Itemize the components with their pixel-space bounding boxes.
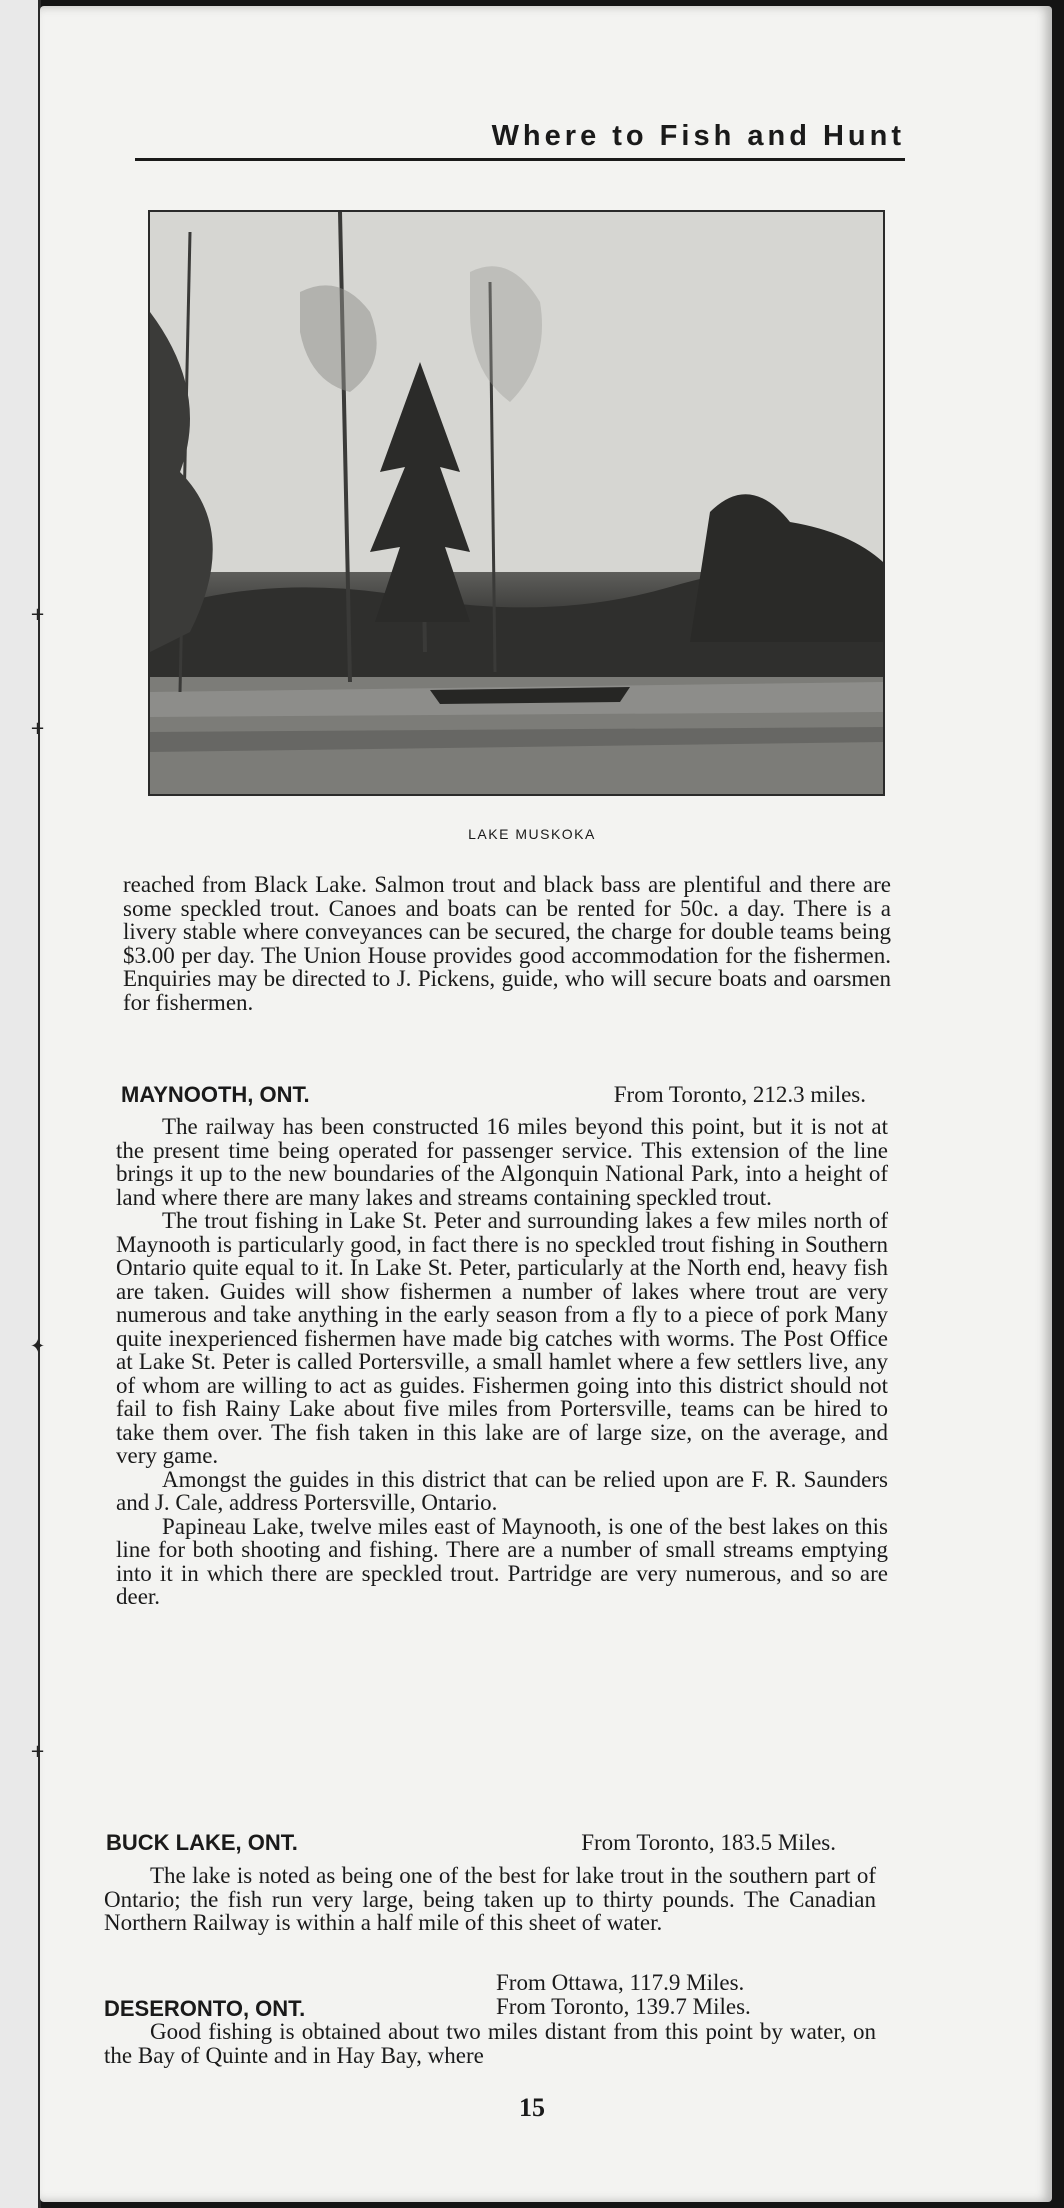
paragraph: Good fishing is obtained about two miles distant from this point by water, on the Bay of Quinte and in Hay Bay, where	[104, 2019, 876, 2068]
page-number: 15	[519, 2093, 545, 2122]
paragraph: Amongst the guides in this district that can be relied upon are F. R. Saunders and J. Cale, address Portersville, Ontario.	[116, 1466, 888, 1515]
header-rule	[135, 158, 905, 161]
section-distance: From Ottawa, 117.9 Miles.	[496, 1970, 745, 1995]
paragraph: reached from Black Lake. Salmon trout and black bass are plentiful and there are some speckled trout. Canoes and boats can be rented for 50c. a day. There is a livery stable where conveyances can be secured, the charge for double teams being $3.00 per day. The Union House provides good accommodation for the fishermen. Enquiries may be directed to J. Pickens, guide, who will secure boats and oarsmen for fishermen.	[123, 872, 891, 1015]
section-title: MAYNOOTH, ONT.	[121, 1082, 310, 1107]
section-distances-deseronto	[496, 1971, 836, 2019]
lake-scene-illustration	[150, 212, 883, 794]
binding-mark: ✦	[30, 1336, 46, 1357]
section-title: DESERONTO, ONT.	[104, 1996, 306, 2021]
section-distance: From Toronto, 212.3 miles.	[613, 1082, 866, 1107]
running-head: Where to Fish and Hunt	[491, 120, 905, 152]
section-body-buck-lake	[104, 1864, 876, 1935]
section-body-maynooth	[116, 1115, 888, 1609]
paragraph: The trout fishing in Lake St. Peter and surrounding lakes a few miles north of Maynooth is particularly good, in fact there is no speckled trout fishing in Southern Ontario quite equal to it. In Lake St. Peter, particularly at the North end, heavy fish are taken. Guides will show fishermen a number of lakes where trout are very numerous and take anything in the early season from a fly to a piece of pork Many quite inexperienced fishermen have made big catches with worms. The Post Office at Lake St. Peter is called Portersville, a small hamlet where a few settlers live, any of whom are willing to act as guides. Fishermen going into this district should not fail to fish Rainy Lake about five miles from Portersville, teams can be hired to take them over. The fish taken in this lake are of large size, on the average, and very game.	[116, 1208, 888, 1468]
section-heading-buck-lake	[106, 1830, 836, 1856]
binding-mark: +	[30, 604, 46, 625]
binding-mark: +	[30, 1741, 46, 1762]
section-body-deseronto	[104, 2020, 876, 2067]
binding-mark: +	[30, 718, 46, 739]
photo-caption: LAKE MUSKOKA	[468, 826, 596, 842]
section-title: BUCK LAKE, ONT.	[106, 1830, 298, 1855]
section-distance: From Toronto, 183.5 Miles.	[581, 1830, 836, 1855]
paragraph: The railway has been constructed 16 miles beyond this point, but it is not at the present time being operated for passenger service. This extension of the line brings it up to the new boundaries of the Algonquin National Park, into a height of land where there are many lakes and streams containing speckled trout.	[116, 1114, 888, 1210]
section-heading-maynooth	[121, 1082, 866, 1108]
previous-page-edge	[0, 0, 41, 2208]
paragraph: Papineau Lake, twelve miles east of Maynooth, is one of the best lakes on this line for both shooting and fishing. There are a number of small streams emptying into it in which there are speckled trout. Partridge are very numerous, and so are deer.	[116, 1513, 888, 1609]
intro-paragraph	[123, 873, 891, 1014]
section-distance: From Toronto, 139.7 Miles.	[496, 1994, 751, 2019]
paragraph: The lake is noted as being one of the best for lake trout in the southern part of Ontario; the fish run very large, being taken up to thirty pounds. The Canadian Northern Railway is within a half mile of this sheet of water.	[104, 1863, 876, 1935]
lake-photo	[148, 210, 885, 796]
